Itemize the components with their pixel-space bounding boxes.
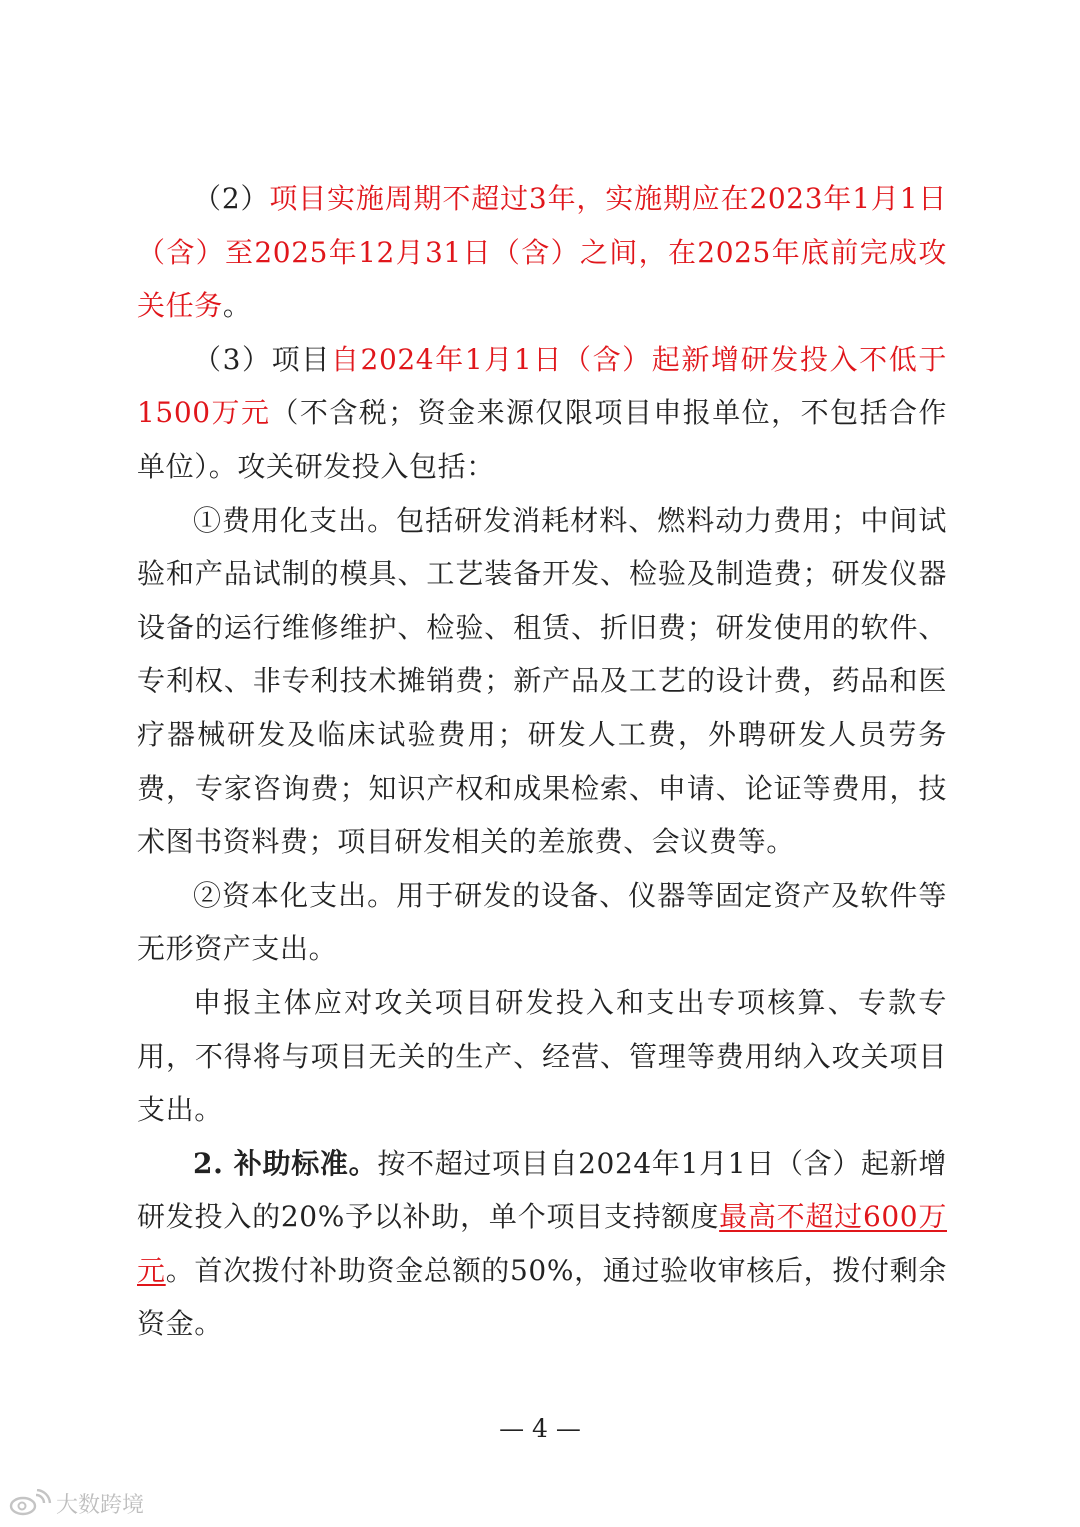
paragraph-implementation-period — [137, 172, 947, 333]
paragraph-accounting-requirement: 申报主体应对攻关项目研发投入和支出专项核算、专款专用，不得将与项目无关的生产、经营、管理等费用纳入攻关项目支出。 — [137, 985, 947, 1127]
watermark-text: 大数跨境 — [56, 1492, 145, 1518]
item-3-prefix: （3）项目 — [193, 342, 331, 376]
watermark — [8, 1486, 144, 1520]
paragraph-capitalized-costs: ②资本化支出。用于研发的设备、仪器等固定资产及软件等无形资产支出。 — [137, 878, 947, 966]
item-3-suffix: （不含税；资金来源仅限项目申报单位，不包括合作单位）。攻关研发投入包括： — [137, 396, 947, 483]
rd-investment-highlight: 自2024年1月1日（含）起新增研发投入不低于1500万元 — [137, 342, 947, 430]
subsidy-standard-text: 按不超过项目自2024年1月1日（含）起新增研发投入的20%予以补助，单个项目支持额度 — [137, 1146, 947, 1234]
subsidy-standard-suffix: 。首次拨付补助资金总额的50%，通过验收审核后，拨付剩余资金。 — [137, 1253, 947, 1341]
implementation-period-highlight: 项目实施周期不超过3年，实施期应在2023年1月1日（含）至2025年12月31日（含）之间，在2025年底前完成攻关任务 — [137, 182, 947, 323]
subsidy-standard-heading: 2. 补助标准。 — [193, 1146, 378, 1180]
page-number: — 4 — — [499, 1414, 581, 1443]
item-2-prefix: （2） — [193, 182, 270, 215]
document-body — [137, 172, 947, 1351]
paragraph-subsidy-standard — [137, 1137, 947, 1351]
paragraph-expensed-costs: ①费用化支出。包括研发消耗材料、燃料动力费用；中间试验和产品试制的模具、工艺装备开发、检验及制造费；研发仪器设备的运行维修维护、检验、租赁、折旧费；研发使用的软件、专利权、非专利技术摊销费；新产品及工艺的设计费，药品和医疗器械研发及临床试验费用；研发人工费，外聘研发人员劳务费，专家咨询费；知识产权和成果检索、申请、论证等费用，技术图书资料费；项目研发相关的差旅费、会议费等。 — [137, 503, 947, 859]
weibo-logo-icon — [8, 1489, 52, 1517]
paragraph-rd-investment — [137, 333, 947, 494]
subsidy-cap-highlight: 最高不超过600万元 — [137, 1200, 947, 1287]
item-2-suffix: 。 — [222, 289, 252, 323]
